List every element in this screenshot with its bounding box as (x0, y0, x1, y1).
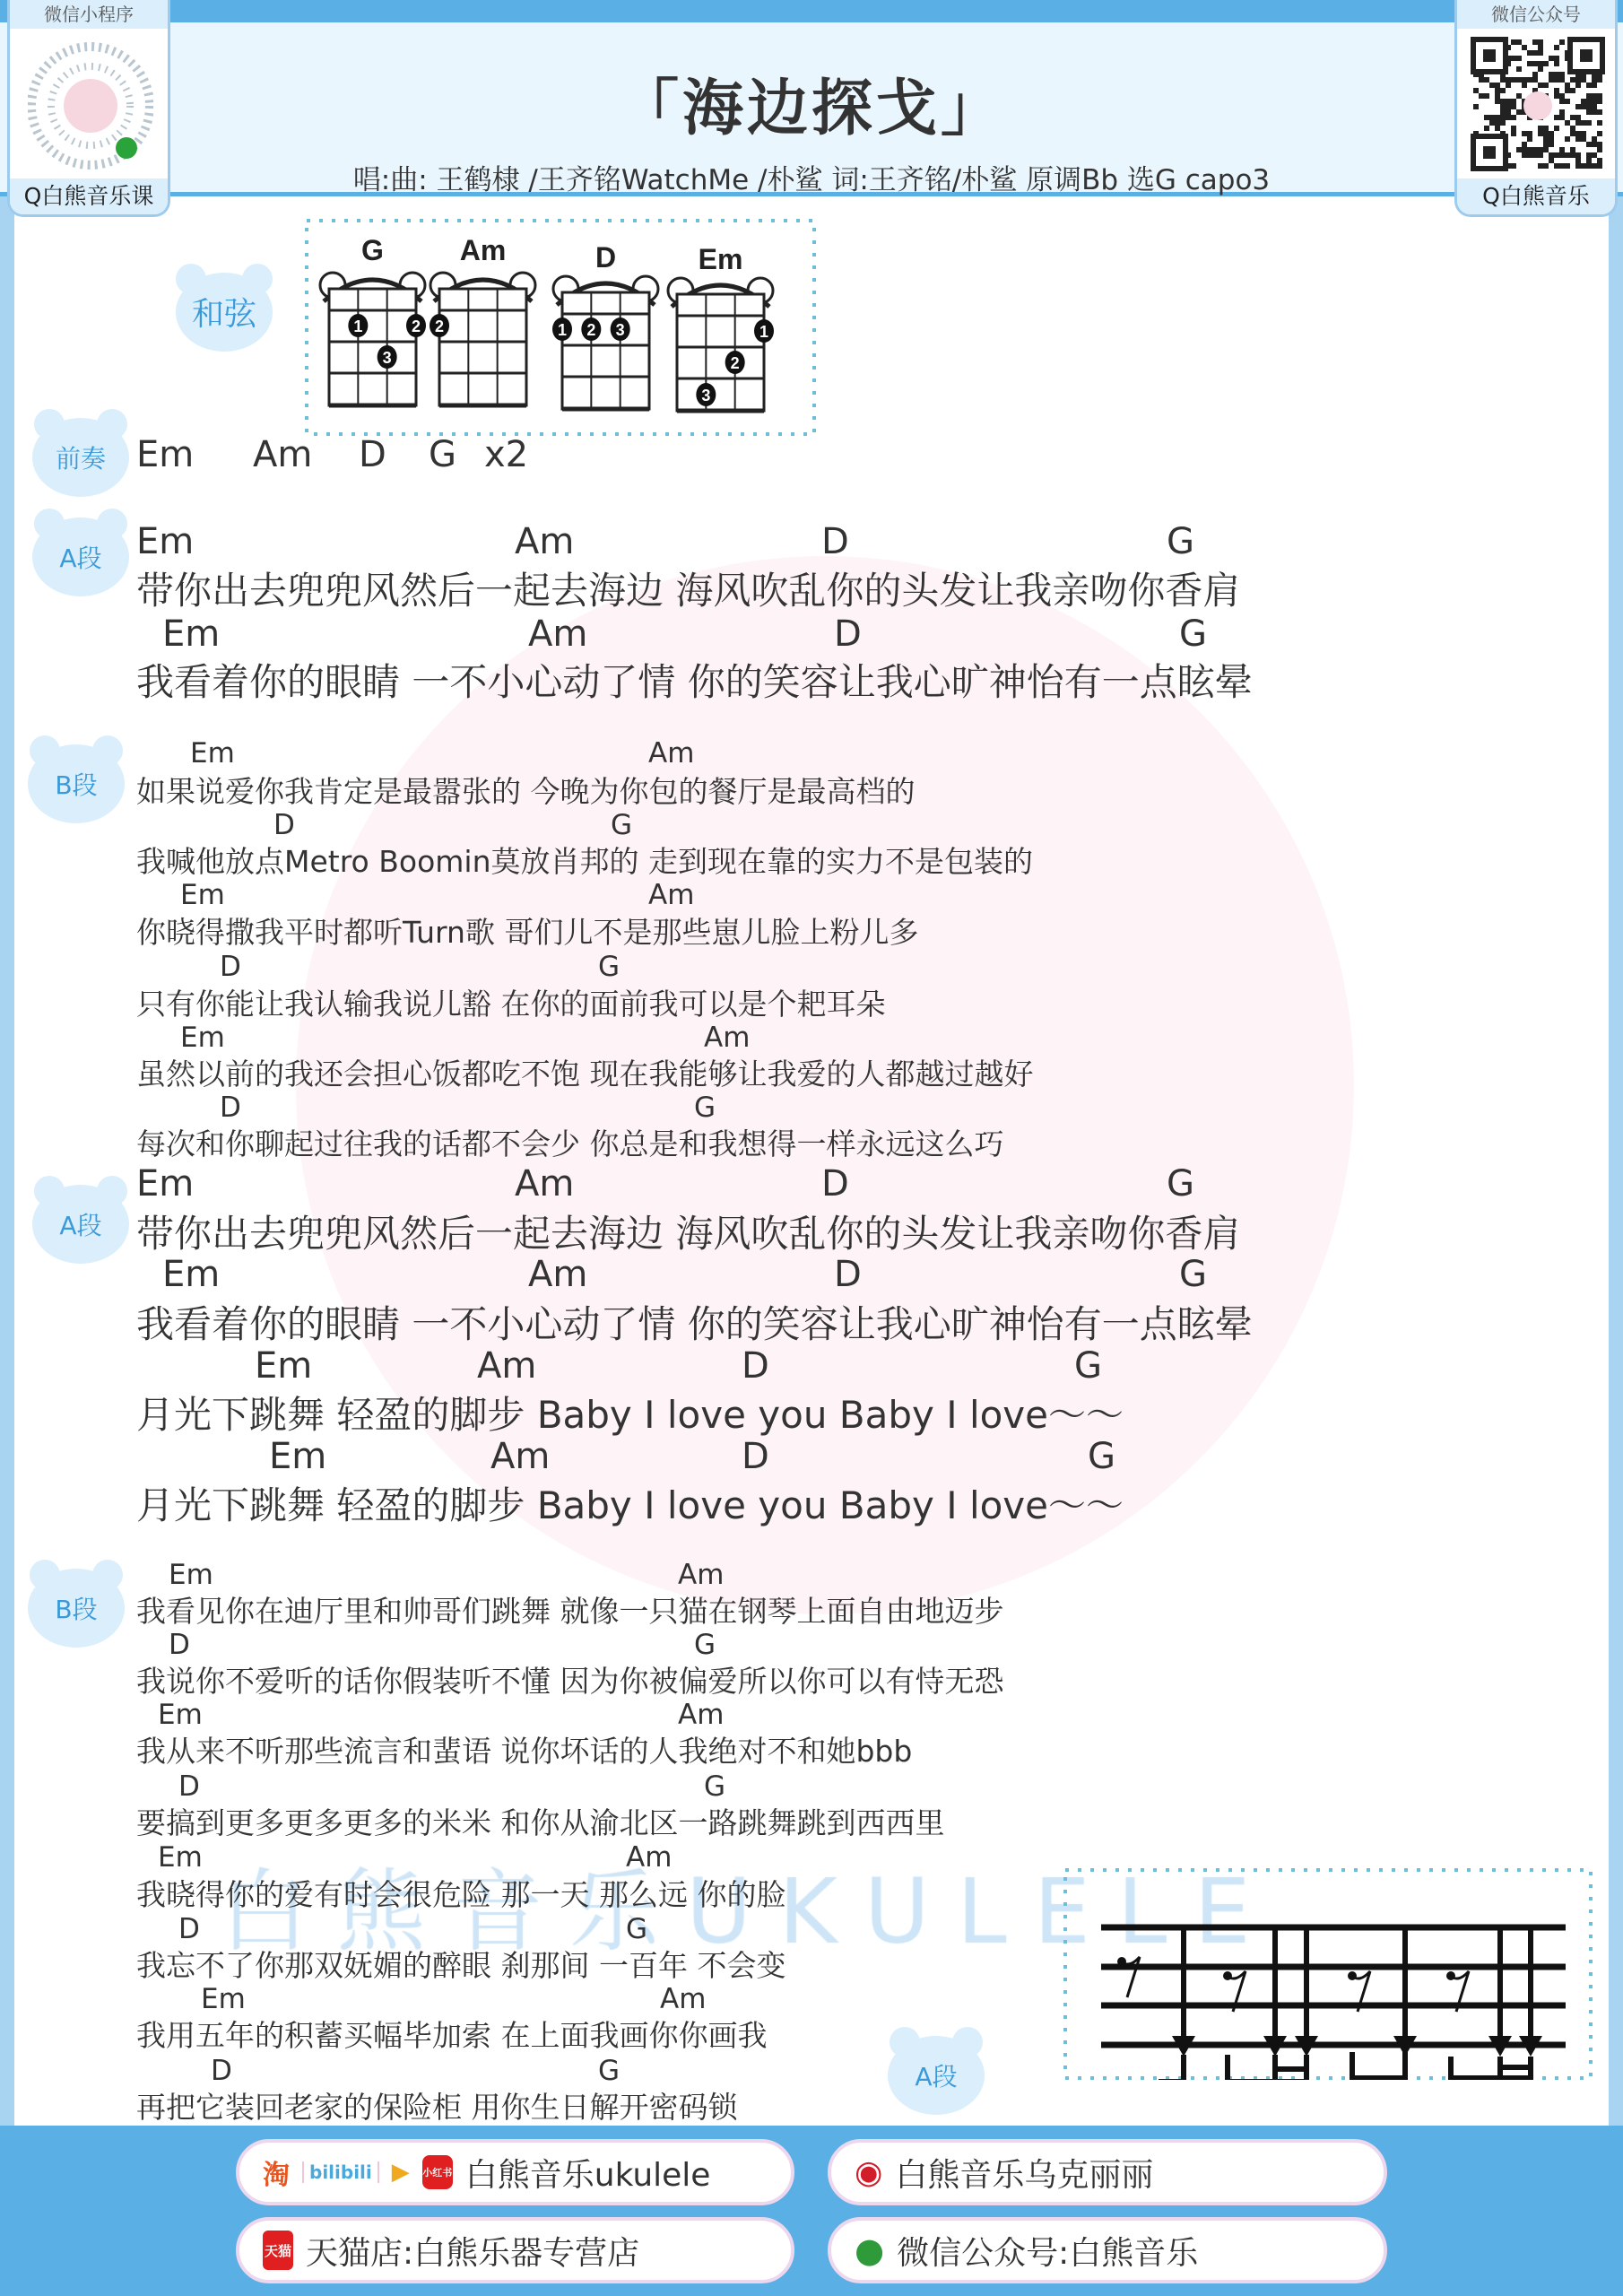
lyric-line: 我看着你的眼睛 一不小心动了情 你的笑容让我心旷神怡有一点眩晕 (136, 1302, 1253, 1346)
lyric-line: 再把它装回老家的保险柜 用你生日解开密码锁 (136, 2090, 738, 2125)
section-label-1 (22, 734, 130, 823)
chord-label: D (742, 1436, 769, 1477)
finger-number: 3 (382, 349, 392, 367)
lyric-line: 月光下跳舞 轻盈的脚步 Baby I love you Baby I love～～ (136, 1483, 1124, 1527)
chord-label: x2 (484, 434, 529, 475)
lyric-line: 我喊他放点Metro Boomin莫放肖邦的 走到现在靠的实力不是包装的 (136, 844, 1033, 879)
lyric-line: 我忘不了你那双妩媚的醉眼 刹那间 一百年 不会变 (136, 1948, 786, 1983)
chord-label: G (1167, 521, 1194, 562)
section-label: B段 (55, 770, 98, 800)
chord-label: G (429, 434, 456, 475)
footer-link-0[interactable] (236, 2139, 794, 2205)
chord-label: D (834, 613, 862, 655)
rest-icon (1122, 1957, 1140, 1997)
lyric-line: 我用五年的积蓄买幅毕加索 在上面我画你你画我 (136, 2018, 768, 2053)
finger-number: 1 (759, 323, 769, 341)
finger-number: 3 (701, 387, 711, 404)
chord-label: G (1167, 1163, 1194, 1205)
chord-label: Am (648, 737, 695, 770)
lyric-line: 月光下跳舞 轻盈的脚步 Baby I love you Baby I love～～ (136, 1393, 1124, 1437)
rhythm-beam (1451, 2057, 1531, 2078)
chord-label: D (821, 521, 849, 562)
chord-label: D (178, 1770, 200, 1803)
chord-label: Am (490, 1436, 551, 1477)
lyric-line: 带你出去兜兜风然后一起去海边 海风吹乱你的头发让我亲吻你香肩 (136, 569, 1241, 613)
strum-pattern (1063, 1868, 1593, 2080)
official-account-card[interactable] (1454, 0, 1618, 217)
right-border (1609, 0, 1623, 2296)
chord-label: Em (136, 521, 195, 562)
song-title: 「海边探戈」 (617, 74, 1005, 144)
chord-label: Em (158, 1699, 203, 1731)
chord-label: Em (190, 737, 235, 770)
chord-label: Am (477, 1345, 537, 1387)
chord-label: Em (162, 613, 221, 655)
taobao-icon: 淘 (263, 2160, 290, 2191)
lyric-line: 我从来不听那些流言和蜚语 说你坏话的人我绝对不和她bbb (136, 1734, 913, 1769)
rhythm-beam (1159, 2055, 1184, 2080)
chord-diagram-em (668, 243, 774, 411)
footer-link-2[interactable] (236, 2217, 794, 2283)
footer-link-label: 微信公众号:白熊音乐 (897, 2234, 1199, 2272)
chord-label: Am (515, 521, 575, 562)
chord-label: D (821, 1163, 849, 1205)
card-bottom-label: Q白熊音乐课 (10, 178, 168, 214)
lyric-line: 带你出去兜兜风然后一起去海边 海风吹乱你的头发让我亲吻你香肩 (136, 1212, 1241, 1256)
chord-label: Am (678, 1559, 725, 1591)
chord-label: D (834, 1254, 862, 1295)
chord-label: Em (136, 434, 195, 475)
chord-label: D (211, 2055, 232, 2087)
finger-number: 1 (353, 317, 363, 335)
section-label: A段 (915, 2062, 958, 2092)
lyric-line: 虽然以前的我还会担心饭都吃不饱 现在我能够让我爱的人都越过越好 (136, 1057, 1034, 1091)
chord-label: G (1179, 1254, 1207, 1295)
lyric-line: 你晓得撒我平时都听Turn歌 哥们儿不是那些崽儿脸上粉儿多 (136, 915, 919, 950)
chord-name: Em (698, 243, 743, 275)
card-top-label: 微信小程序 (10, 0, 168, 29)
rhythm-beam (1228, 2055, 1306, 2080)
chord-label: Em (162, 1254, 221, 1295)
tmall-icon: 天猫 (263, 2231, 293, 2270)
section-label-2 (27, 1174, 135, 1264)
chord-label: Am (678, 1699, 725, 1731)
chord-label: D (178, 1913, 200, 1945)
header (0, 22, 1623, 196)
section-label-intro (27, 407, 135, 497)
chord-diagram-g (320, 234, 426, 405)
lyric-line: 我晓得你的爱有时会很危险 那一天 那么远 你的脸 (136, 1877, 786, 1912)
lyric-line: 要搞到更多更多更多的米米 和你从渝北区一路跳舞跳到西西里 (136, 1805, 945, 1840)
chord-label: Em (269, 1436, 327, 1477)
chord-label: G (1088, 1436, 1115, 1477)
video-icon: ▶ (391, 2159, 410, 2186)
chord-label: G (694, 1629, 716, 1661)
chord-name: Am (459, 234, 507, 266)
chord-label: Em (180, 1022, 225, 1054)
chord-label: Am (253, 434, 313, 475)
finger-number: 2 (434, 317, 445, 335)
chord-label: Am (528, 1254, 588, 1295)
finger-number: 2 (411, 317, 421, 335)
chord-label: Am (515, 1163, 575, 1205)
chord-label: G (611, 809, 633, 841)
chord-label: Em (255, 1345, 313, 1387)
chords-label-badge (170, 262, 278, 352)
chord-label: Em (169, 1559, 213, 1591)
footer-link-label: 天猫店:白熊乐器专营店 (306, 2234, 640, 2272)
chord-diagrams-box (305, 219, 816, 436)
top-bar (0, 0, 1623, 23)
section-label-3 (22, 1558, 130, 1648)
song-credits: 唱:曲: 王鹤棣 /王齐铭WatchMe /朴鲨 词:王齐铭/朴鲨 原调Bb 选G capo3 (352, 164, 1271, 196)
chord-label: Em (201, 1983, 246, 2015)
card-bottom-label: Q白熊音乐 (1457, 178, 1615, 214)
footer-link-label: 白熊音乐乌克丽丽 (895, 2156, 1154, 2194)
chord-label: D (169, 1629, 190, 1661)
section-label: A段 (59, 1211, 102, 1240)
lyric-line: 我看着你的眼睛 一不小心动了情 你的笑容让我心旷神怡有一点眩晕 (136, 660, 1253, 704)
chord-diagram-am (430, 234, 535, 405)
section-label: A段 (59, 544, 102, 573)
chord-label: Em (180, 879, 225, 911)
chord-label: G (1074, 1345, 1102, 1387)
finger-number: 3 (615, 321, 625, 339)
chord-label: Am (660, 1983, 707, 2015)
section-label: B段 (55, 1595, 98, 1624)
bilibili-icon: bilibili (297, 2161, 385, 2183)
footer (0, 2126, 1623, 2296)
lyric-line: 我说你不爱听的话你假装听不懂 因为你被偏爱所以你可以有恃无恐 (136, 1664, 1004, 1699)
chord-label: G (626, 1913, 648, 1945)
card-top-label: 微信公众号 (1457, 0, 1615, 29)
finger-number: 1 (557, 321, 568, 339)
chord-label: D (220, 1091, 241, 1124)
chord-name: G (361, 234, 384, 266)
finger-number: 2 (586, 321, 596, 339)
xiaohongshu-icon: 小红书 (417, 2155, 453, 2189)
chord-name: D (595, 241, 617, 274)
chord-label: Am (626, 1841, 673, 1874)
chord-label: G (598, 951, 621, 983)
lyric-line: 如果说爱你我肯定是最嚣张的 今晚为你包的餐厅是最高档的 (136, 774, 916, 809)
chord-label: Am (704, 1022, 751, 1054)
lyric-line: 我看见你在迪厅里和帅哥们跳舞 就像一只猫在钢琴上面自由地迈步 (136, 1594, 1004, 1629)
chord-label: G (598, 2055, 621, 2087)
mini-program-card[interactable] (7, 0, 170, 217)
section-label-next (882, 2025, 990, 2115)
chord-label: D (220, 951, 241, 983)
lyric-line: 每次和你聊起过往我的话都不会少 你总是和我想得一样永远这么巧 (136, 1126, 1004, 1161)
footer-link-label: 白熊音乐ukulele (464, 2156, 711, 2194)
section-label: 前奏 (55, 444, 106, 474)
chord-label: Am (648, 879, 695, 911)
chord-label: G (704, 1770, 726, 1803)
chord-label: D (273, 809, 295, 841)
weibo-icon: ◉ (855, 2153, 883, 2191)
chord-label: Em (158, 1841, 203, 1874)
chord-label: G (694, 1091, 716, 1124)
rhythm-beam (1352, 2052, 1405, 2078)
chord-label: Am (528, 613, 588, 655)
chord-diagram-d (552, 241, 658, 409)
qr-code-icon (1470, 36, 1606, 175)
mini-program-code-icon (28, 36, 153, 175)
footer-link-3[interactable] (828, 2217, 1387, 2283)
section-label-0 (27, 507, 135, 596)
chords-label: 和弦 (191, 296, 256, 333)
chord-label: D (359, 434, 386, 475)
chord-label: Em (136, 1163, 195, 1205)
footer-link-1[interactable] (828, 2139, 1387, 2205)
left-border (0, 0, 14, 2296)
lyric-line: 只有你能让我认输我说儿豁 在你的面前我可以是个耙耳朵 (136, 987, 886, 1022)
chord-label: D (742, 1345, 769, 1387)
chord-label: G (1179, 613, 1207, 655)
finger-number: 2 (730, 354, 740, 372)
wechat-icon: ● (855, 2231, 885, 2270)
